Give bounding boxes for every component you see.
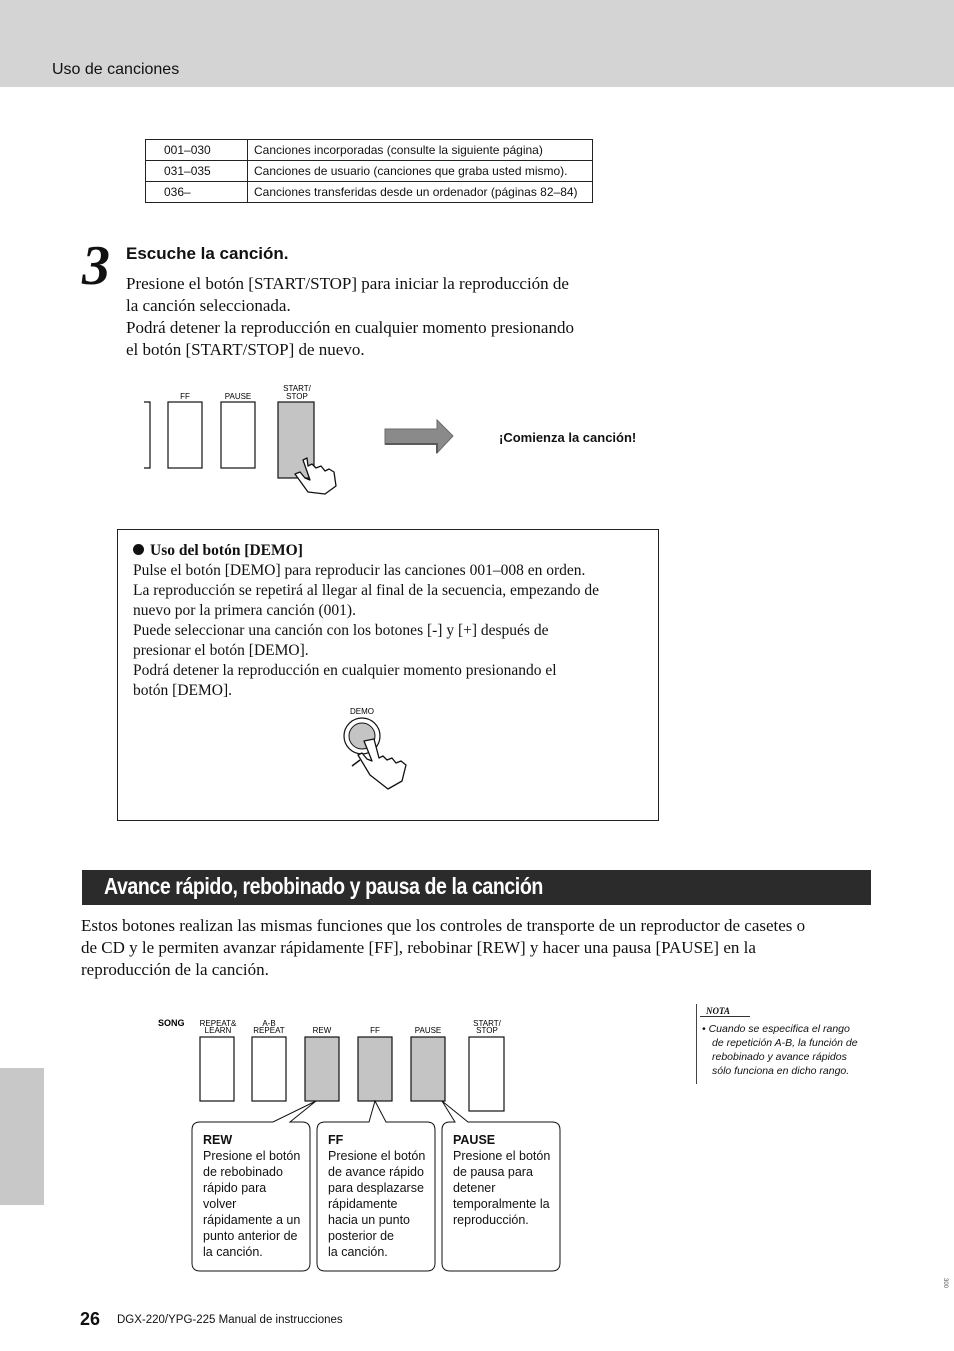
callout-line: detener [453, 1181, 496, 1195]
range-cell: 031–035 [146, 161, 248, 182]
section-intro [81, 915, 873, 981]
ab-repeat-label-2: REPEAT [253, 1026, 285, 1035]
demo-title [133, 541, 645, 561]
demo-title-text: Uso del botón [DEMO] [150, 542, 303, 559]
demo-line: La reproducción se repetirá al llegar al final de la secuencia, empezando de [133, 582, 600, 599]
side-tab [0, 1068, 44, 1205]
range-cell: 001–030 [146, 140, 248, 161]
callout-line: de rebobinado [203, 1165, 283, 1179]
demo-line: Pulse el botón [DEMO] para reproducir las canciones 001–008 en orden. [133, 562, 586, 579]
step-heading: Escuche la canción. [126, 244, 289, 263]
repeat-learn-label-2: LEARN [204, 1026, 232, 1035]
pause-button [411, 1037, 445, 1101]
page-number: 26 [80, 1309, 101, 1329]
demo-button-illustration [330, 703, 420, 795]
rew-label: REW [312, 1026, 332, 1035]
step-line: el botón [START/STOP] de nuevo. [126, 340, 365, 359]
section-title: Avance rápido, rebobinado y pausa de la canción [104, 873, 543, 899]
song-label: SONG [158, 1018, 185, 1028]
song-range-table [145, 139, 593, 203]
start-caption: ¡Comienza la canción! [499, 430, 637, 445]
stop-label: STOP [476, 1026, 498, 1035]
demo-line: presionar el botón [DEMO]. [133, 642, 309, 659]
demo-line: Podrá detener la reproducción en cualquier momento presionando el [133, 662, 557, 679]
demo-line: nuevo por la primera canción (001). [133, 602, 356, 619]
callout-line: rápido para [203, 1181, 267, 1195]
callout-title: REW [203, 1133, 233, 1147]
pause-button [221, 402, 255, 468]
ab-repeat-label-1: A-B [262, 1019, 276, 1028]
panel-edge [144, 402, 150, 468]
note-line: de repetición A-B, la función de [712, 1037, 858, 1049]
note-line: rebobinado y avance rápidos [712, 1051, 847, 1063]
rew-button [305, 1037, 339, 1101]
callout-line: posterior de [328, 1229, 395, 1243]
pause-label: PAUSE [414, 1026, 442, 1035]
intro-line: Estos botones realizan las mismas funciones que los controles de transporte de un reproductor de casetes o [81, 916, 806, 935]
panel-illustration [140, 380, 470, 500]
ff-button [168, 402, 202, 468]
print-code: 300 [942, 1277, 949, 1289]
note-line: • Cuando se especifica el rango [702, 1023, 850, 1035]
callout-line: reproducción. [453, 1213, 529, 1227]
callout-title: PAUSE [453, 1133, 496, 1147]
note-text [702, 1022, 878, 1078]
callout-line: temporalmente la [453, 1197, 550, 1211]
arrow-icon [385, 420, 453, 453]
pc-pen-icon [352, 760, 360, 766]
ff-label: FF [180, 392, 190, 401]
repeat-learn-label-1: REPEAT& [199, 1019, 237, 1028]
callout-line: la canción. [203, 1245, 263, 1259]
table-row [146, 161, 593, 182]
callout-line: volver [203, 1197, 237, 1211]
table-row [146, 140, 593, 161]
section-label: Uso de canciones [52, 61, 180, 78]
step-number: 3 [82, 235, 110, 297]
step-line: la canción seleccionada. [126, 296, 291, 315]
step-line: Presione el botón [START/STOP] para iniciar la reproducción de [126, 274, 569, 293]
callout-line: la canción. [328, 1245, 388, 1259]
callout-line: hacia un punto [328, 1213, 411, 1227]
demo-line: Puede seleccionar una canción con los botones [-] y [+] después de [133, 622, 549, 639]
pause-callout-text [453, 1132, 557, 1228]
callout-line: de avance rápido [328, 1165, 424, 1179]
callout-line: para desplazarse [328, 1181, 424, 1195]
table-row [146, 182, 593, 203]
bullet-icon [133, 544, 144, 555]
callout-line: de pausa para [453, 1165, 533, 1179]
callout-line: Presione el botón [328, 1149, 426, 1163]
ff-label: FF [370, 1026, 380, 1035]
step-body [126, 273, 626, 361]
note-tag: NOTA [700, 1005, 750, 1017]
callout-line: rápidamente [328, 1197, 398, 1211]
callout-title: FF [328, 1133, 344, 1147]
repeat-learn-button [200, 1037, 234, 1101]
demo-text [133, 541, 645, 701]
note-line: sólo funciona en dicho rango. [712, 1065, 850, 1077]
pause-label: PAUSE [224, 392, 252, 401]
callout-line: rápidamente a un [203, 1213, 301, 1227]
callout-line: punto anterior de [203, 1229, 298, 1243]
ff-button [358, 1037, 392, 1101]
start-label: START/ [283, 384, 311, 393]
demo-label: DEMO [350, 707, 374, 716]
start-stop-button [469, 1037, 504, 1111]
description-cell: Canciones transferidas desde un ordenador (páginas 82–84) [248, 182, 593, 203]
intro-line: reproducción de la canción. [81, 960, 269, 979]
description-cell: Canciones de usuario (canciones que graba usted mismo). [248, 161, 593, 182]
manual-title: DGX-220/YPG-225 Manual de instrucciones [117, 1314, 343, 1326]
range-cell: 036– [146, 182, 248, 203]
callout-line: Presione el botón [453, 1149, 551, 1163]
callout-line: Presione el botón [203, 1149, 301, 1163]
step-line: Podrá detener la reproducción en cualquier momento presionando [126, 318, 574, 337]
start-label: START/ [473, 1019, 501, 1028]
description-cell: Canciones incorporadas (consulte la siguiente página) [248, 140, 593, 161]
demo-line: botón [DEMO]. [133, 682, 233, 699]
stop-label: STOP [286, 392, 308, 401]
rew-callout-text [203, 1132, 307, 1260]
ab-repeat-button [252, 1037, 286, 1101]
intro-line: de CD y le permiten avanzar rápidamente [FF], rebobinar [REW] y hacer una pausa [PAUSE] en la [81, 938, 756, 957]
ff-callout-text [328, 1132, 432, 1260]
